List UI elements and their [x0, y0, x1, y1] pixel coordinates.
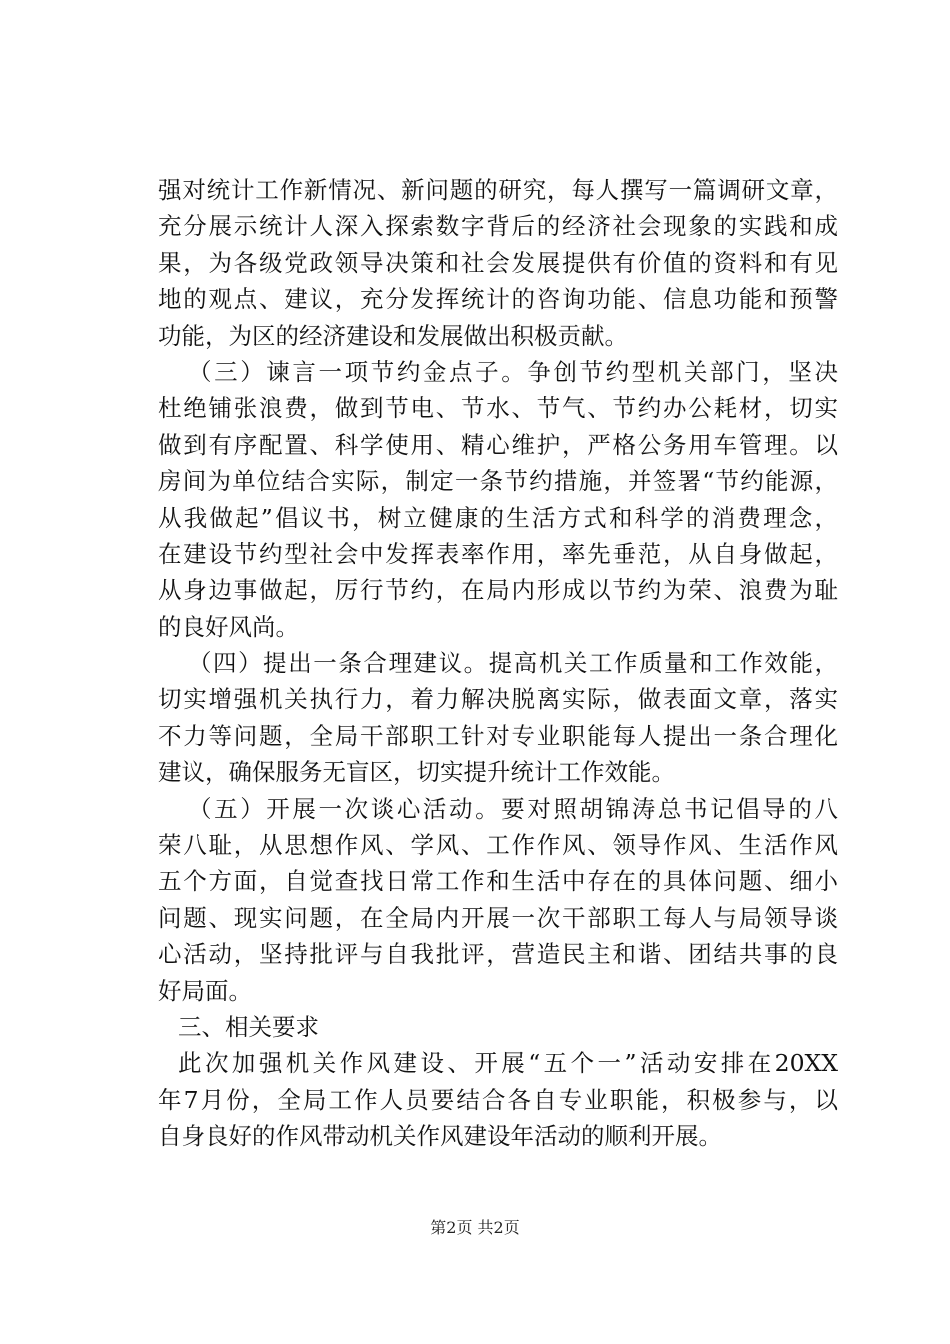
- text-line: 果，为各级党政领导决策和社会发展提供有价值的资料和有见: [158, 248, 838, 277]
- text-line: 问题、现实问题，在全局内开展一次干部职工每人与局领导谈: [158, 903, 838, 932]
- text-line: 切实增强机关执行力，着力解决脱离实际，做表面文章，落实: [158, 685, 838, 714]
- text-line: 的良好风尚。: [158, 612, 299, 641]
- text-line: 年7月份，全局工作人员要结合各自专业职能，积极参与，以: [158, 1085, 838, 1114]
- text-line: 荣八耻，从思想作风、学风、工作作风、领导作风、生活作风: [158, 831, 838, 860]
- text-line: 此次加强机关作风建设、开展“五个一”活动安排在20XX: [178, 1049, 838, 1078]
- text-line: 做到有序配置、科学使用、精心维护，严格公务用车管理。以: [158, 430, 838, 459]
- text-line: 地的观点、建议，充分发挥统计的咨询功能、信息功能和预警: [158, 285, 838, 314]
- text-line: 自身良好的作风带动机关作风建设年活动的顺利开展。: [158, 1122, 722, 1151]
- text-line: 不力等问题，全局干部职工针对专业职能每人提出一条合理化: [158, 721, 838, 750]
- section-heading: 三、相关要求: [178, 1012, 319, 1041]
- text-line: 建议，确保服务无盲区，切实提升统计工作效能。: [158, 758, 675, 787]
- text-line: 充分展示统计人深入探索数字背后的经济社会现象的实践和成: [158, 212, 838, 241]
- text-line: 心活动，坚持批评与自我批评，营造民主和谐、团结共事的良: [158, 940, 838, 969]
- document-body: [158, 172, 838, 1155]
- text-line: 五个方面，自觉查找日常工作和生活中存在的具体问题、细小: [158, 867, 838, 896]
- text-line: 在建设节约型社会中发挥表率作用，率先垂范，从自身做起，: [158, 539, 838, 568]
- text-line: 房间为单位结合实际，制定一条节约措施，并签署“节约能源，: [158, 467, 838, 496]
- section-heading-line: （五）开展一次谈心活动。要对照胡锦涛总书记倡导的八: [188, 794, 838, 823]
- section-heading-line: （四）提出一条合理建议。提高机关工作质量和工作效能，: [188, 649, 838, 678]
- text-line: 功能，为区的经济建设和发展做出积极贡献。: [158, 321, 628, 350]
- text-line: 从身边事做起，厉行节约，在局内形成以节约为荣、浪费为耻: [158, 576, 838, 605]
- section-heading-line: （三）谏言一项节约金点子。争创节约型机关部门，坚决: [188, 357, 838, 386]
- text-line: 好局面。: [158, 976, 252, 1005]
- page-footer: 第2页 共2页: [430, 1218, 520, 1237]
- text-line: 强对统计工作新情况、新问题的研究，每人撰写一篇调研文章，: [158, 176, 838, 204]
- text-line: 从我做起”倡议书，树立健康的生活方式和科学的消费理念，: [158, 503, 838, 532]
- text-line: 杜绝铺张浪费，做到节电、节水、节气、节约办公耗材，切实: [158, 394, 838, 423]
